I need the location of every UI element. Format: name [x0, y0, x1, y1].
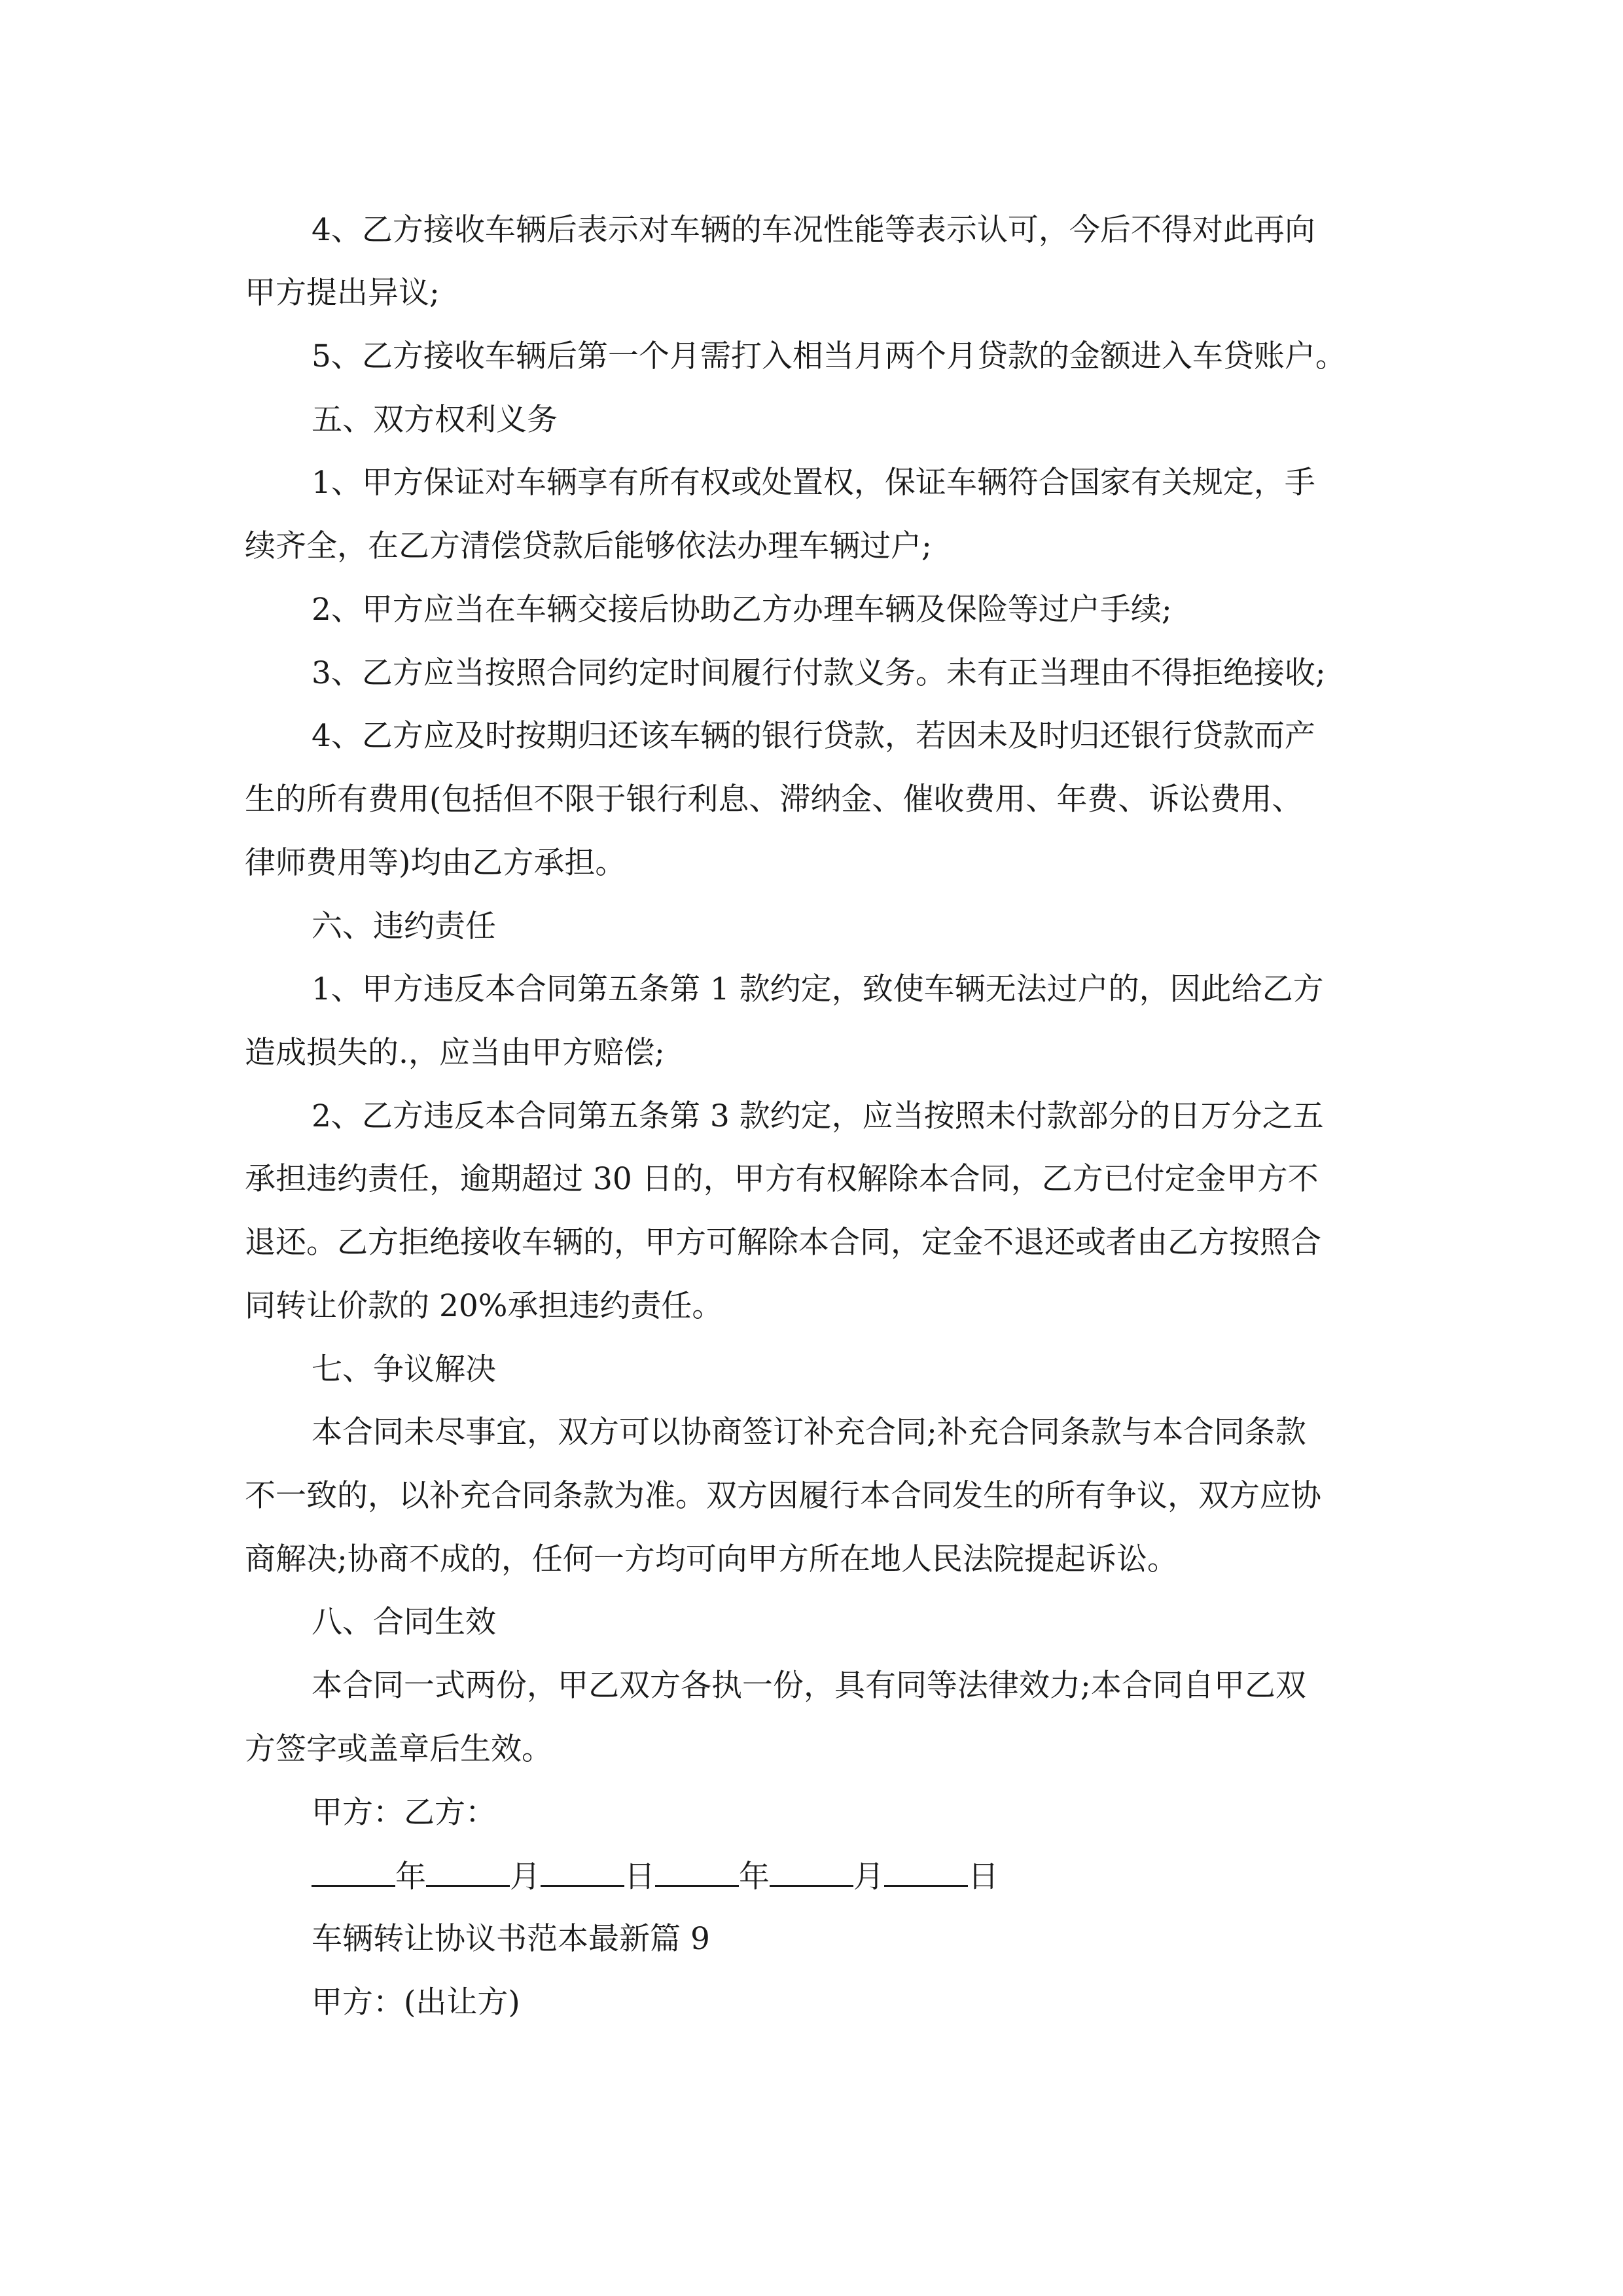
section-heading: 五、双方权利义务: [312, 402, 558, 438]
paragraph-line: 本合同一式两份，甲乙双方各执一份，具有同等法律效力;本合同自甲乙双: [312, 1668, 1306, 1704]
date-unit: 日: [968, 1859, 999, 1895]
section-heading: 七、争议解决: [312, 1352, 496, 1388]
date-unit: 月: [853, 1859, 884, 1895]
date-unit: 年: [739, 1859, 770, 1895]
paragraph-line: 生的所有费用(包括但不限于银行利息、滞纳金、催收费用、年费、诉讼费用、: [245, 781, 1303, 817]
paragraph-line: 商解决;协商不成的，任何一方均可向甲方所在地人民法院提起诉讼。: [245, 1541, 1178, 1577]
blank-underline: [655, 1856, 739, 1887]
blank-underline: [770, 1856, 853, 1887]
paragraph-line: 律师费用等)均由乙方承担。: [245, 845, 626, 881]
date-unit: 月: [510, 1859, 541, 1895]
party-a-label: 甲方：(出让方): [312, 1984, 520, 2020]
paragraph-line: 本合同未尽事宜，双方可以协商签订补充合同;补充合同条款与本合同条款: [312, 1414, 1306, 1450]
paragraph-line: 2、甲方应当在车辆交接后协助乙方办理车辆及保险等过户手续;: [312, 592, 1172, 628]
blank-underline: [312, 1856, 395, 1887]
date-unit: 年: [395, 1859, 426, 1895]
paragraph-line: 2、乙方违反本合同第五条第 3 款约定，应当按照未付款部分的日万分之五: [312, 1098, 1324, 1134]
signature-parties: 甲方：乙方：: [312, 1795, 496, 1831]
section-heading: 八、合同生效: [312, 1604, 496, 1640]
document-title: 车辆转让协议书范本最新篇 9: [312, 1921, 710, 1957]
paragraph-line: 4、乙方接收车辆后表示对车辆的车况性能等表示认可，今后不得对此再向: [312, 212, 1315, 248]
paragraph-line: 不一致的，以补充合同条款为准。双方因履行本合同发生的所有争议，双方应协: [245, 1478, 1321, 1514]
blank-underline: [541, 1856, 624, 1887]
paragraph-line: 方签字或盖章后生效。: [245, 1731, 552, 1767]
paragraph-line: 甲方提出异议;: [245, 275, 440, 311]
date-line: [312, 1856, 1450, 1895]
date-unit: 日: [624, 1859, 655, 1895]
blank-underline: [884, 1856, 968, 1887]
paragraph-line: 1、甲方保证对车辆享有所有权或处置权，保证车辆符合国家有关规定，手: [312, 465, 1315, 501]
paragraph-line: 5、乙方接收车辆后第一个月需打入相当月两个月贷款的金额进入车贷账户。: [312, 338, 1346, 374]
paragraph-line: 4、乙方应及时按期归还该车辆的银行贷款，若因未及时归还银行贷款而产: [312, 718, 1315, 754]
paragraph-line: 续齐全，在乙方清偿贷款后能够依法办理车辆过户;: [245, 528, 932, 564]
paragraph-line: 3、乙方应当按照合同约定时间履行付款义务。未有正当理由不得拒绝接收;: [312, 655, 1326, 691]
paragraph-line: 同转让价款的 20%承担违约责任。: [245, 1288, 723, 1324]
paragraph-line: 造成损失的.，应当由甲方赔偿;: [245, 1035, 665, 1071]
section-heading: 六、违约责任: [312, 908, 496, 944]
paragraph-line: 承担违约责任，逾期超过 30 日的，甲方有权解除本合同，乙方已付定金甲方不: [245, 1161, 1319, 1197]
blank-underline: [426, 1856, 510, 1887]
paragraph-line: 退还。乙方拒绝接收车辆的，甲方可解除本合同，定金不退还或者由乙方按照合: [245, 1225, 1321, 1261]
paragraph-line: 1、甲方违反本合同第五条第 1 款约定，致使车辆无法过户的，因此给乙方: [312, 971, 1324, 1007]
